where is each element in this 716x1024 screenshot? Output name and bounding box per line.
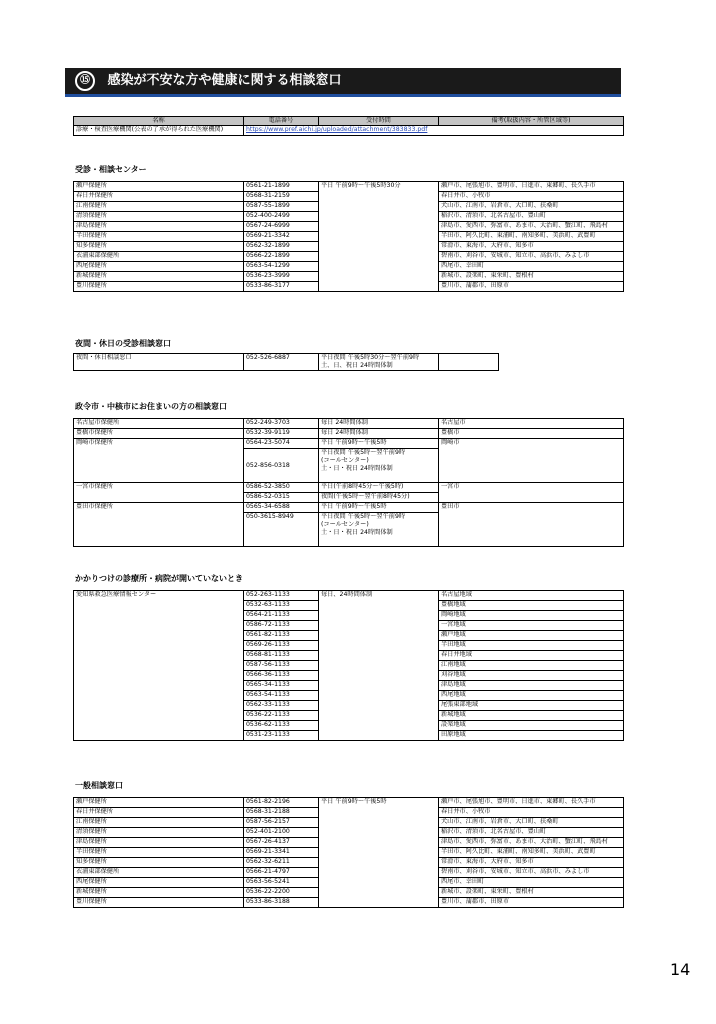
table-row: 瀬戸保健所 0561-21-1899 平日 午前9時～午後5時30分 瀬戸市、尾張旭市、豊明市、日進市、東郷町、長久手市 [74,182,624,192]
table-row: 新城保健所 0536-22-2200 新城市、設楽町、東栄町、豊根村 [74,888,624,898]
table-row: 豊橋市保健所 0532-39-9119 毎日 24時間体制 豊橋市 [74,429,624,439]
table-row: 津島保健所 0567-24-6999 津島市、愛西市、弥富市、あま市、大治町、蟹江町、飛島村 [74,222,624,232]
table-row: 豊田市保健所 0565-34-6588 平日 午前9時～午後5時 豊田市 [74,503,624,513]
table-row: 豊川保健所 0533-86-3188 豊川市、蒲郡市、田原市 [74,898,624,908]
table-row: 0561-82-1133 瀬戸地域 [74,631,624,641]
emergency-info-table [73,590,624,741]
sec4-title: かかりつけの診療所・病院が開いていないとき [75,574,243,583]
table-row: 衣浦東部保健所 0566-22-1899 碧南市、刈谷市、安城市、知立市、高浜市、みよし市 [74,252,624,262]
table-row: 一宮市保健所 0586-52-3850 平日(午前8時45分～午後5時) 一宮市 [74,483,624,493]
table-row: 0564-21-1133 岡崎地域 [74,611,624,621]
col-header-notes: 備考(取扱内容・所管区域等) [439,117,624,126]
table-row: 052-856-0318 平日夜間 午後5時～翌午前9時 (コールセンター) 土・日・祝日 24時間体制 [74,449,624,483]
table-row: 0562-33-1133 尾張東部地域 [74,701,624,711]
table-row: 0586-52-0315 夜間(午後5時～翌午前8時45分) [74,493,624,503]
sec1-title: 受診・相談センター [75,165,147,174]
general-consultation-table [73,797,624,908]
section-banner [65,68,621,97]
table-row: 0536-22-1133 新城地域 [74,711,624,721]
sec3-title: 政令市・中核市にお住まいの方の相談窓口 [75,402,227,411]
col-header-name: 名称 [74,117,244,126]
table-row: 0566-36-1133 刈谷地域 [74,671,624,681]
night-holiday-table [73,353,499,371]
table-row: 0536-62-1133 設楽地域 [74,721,624,731]
table-row: 瀬戸保健所 0561-82-2196 平日 午前9時～午後5時 瀬戸市、尾張旭市、豊明市、日進市、東郷町、長久手市 [74,798,624,808]
consultation-center-table [73,181,624,292]
table-row: 豊川保健所 0533-86-3177 豊川市、蒲郡市、田原市 [74,282,624,292]
table-row: 0586-72-1133 一宮地域 [74,621,624,631]
table-row: 半田保健所 0569-21-3341 半田市、阿久比町、東浦町、南知多町、美浜町、武豊町 [74,848,624,858]
sec2-title: 夜間・休日の受診相談窓口 [75,339,171,348]
table-row: 050-3615-8949 平日夜間 午後5時～翌午前9時 (コールセンター) 土・日・祝日 24時間体制 [74,513,624,547]
table-row: 西尾保健所 0563-56-5241 西尾市、幸田町 [74,878,624,888]
table-row: 津島保健所 0567-26-4137 津島市、愛西市、弥富市、あま市、大治町、蟹江町、飛島村 [74,838,624,848]
page-number: 14 [670,960,691,979]
section-number: ⑮ [75,71,95,91]
table-row: 0565-34-1133 津島地域 [74,681,624,691]
table-row: 0563-54-1133 西尾地域 [74,691,624,701]
col-header-phone: 電話番号 [244,117,319,126]
table-row: 愛知県救急医療情報センター 052-263-1133 毎日、24時間体制 名古屋地域 [74,591,624,601]
table-row: 0531-23-1133 田原地域 [74,731,624,741]
clinic-list-name: 診療・検査医療機関(公表の了承が得られた医療機関) [74,126,244,136]
table-row: 西尾保健所 0563-54-1299 西尾市、幸田町 [74,262,624,272]
table-row: 0587-56-1133 江南地域 [74,661,624,671]
table-row: 0532-63-1133 豊橋地域 [74,601,624,611]
sec5-title: 一般相談窓口 [75,781,123,790]
table-row: 江南保健所 0587-56-2157 犬山市、江南市、岩倉市、大口町、扶桑町 [74,818,624,828]
col-header-hours: 受付時間 [319,117,439,126]
section-title: 感染が不安な方や健康に関する相談窓口 [107,73,342,88]
header-table [73,116,624,136]
table-row: 名古屋市保健所 052-249-3703 毎日 24時間体制 名古屋市 [74,419,624,429]
table-row: 春日井保健所 0568-31-2159 春日井市、小牧市 [74,192,624,202]
night-window-name: 夜間・休日相談窓口 [74,354,244,371]
table-row: 衣浦東部保健所 0566-21-4797 碧南市、刈谷市、安城市、知立市、高浜市、みよし市 [74,868,624,878]
city-table [73,418,624,547]
night-window-phone: 052-526-6887 [244,354,319,371]
table-row: 清須保健所 052-400-2499 稲沢市、清須市、北名古屋市、豊山町 [74,212,624,222]
table-row: 清須保健所 052-401-2100 稲沢市、清須市、北名古屋市、豊山町 [74,828,624,838]
table-row: 0569-26-1133 半田地域 [74,641,624,651]
table-row: 岡崎市保健所 0564-23-5074 平日 午前9時～午後5時 岡崎市 [74,439,624,449]
table-row: 春日井保健所 0568-31-2188 春日井市、小牧市 [74,808,624,818]
table-row: 知多保健所 0562-32-6211 常滑市、東海市、大府市、知多市 [74,858,624,868]
clinic-list-link[interactable]: https://www.pref.aichi.jp/uploaded/attachment/383833.pdf [244,126,624,136]
night-window-hours: 平日夜間 午後5時30分～翌午前9時 土、日、祝日 24時間体制 [319,354,439,371]
table-row: 知多保健所 0562-32-1899 常滑市、東海市、大府市、知多市 [74,242,624,252]
table-row: 半田保健所 0569-21-3342 半田市、阿久比町、東浦町、南知多町、美浜町、武豊町 [74,232,624,242]
table-row: 江南保健所 0587-55-1899 犬山市、江南市、岩倉市、大口町、扶桑町 [74,202,624,212]
table-row: 新城保健所 0536-23-3999 新城市、設楽町、東栄町、豊根村 [74,272,624,282]
table-row: 0568-81-1133 春日井地域 [74,651,624,661]
night-window-notes [439,354,499,371]
